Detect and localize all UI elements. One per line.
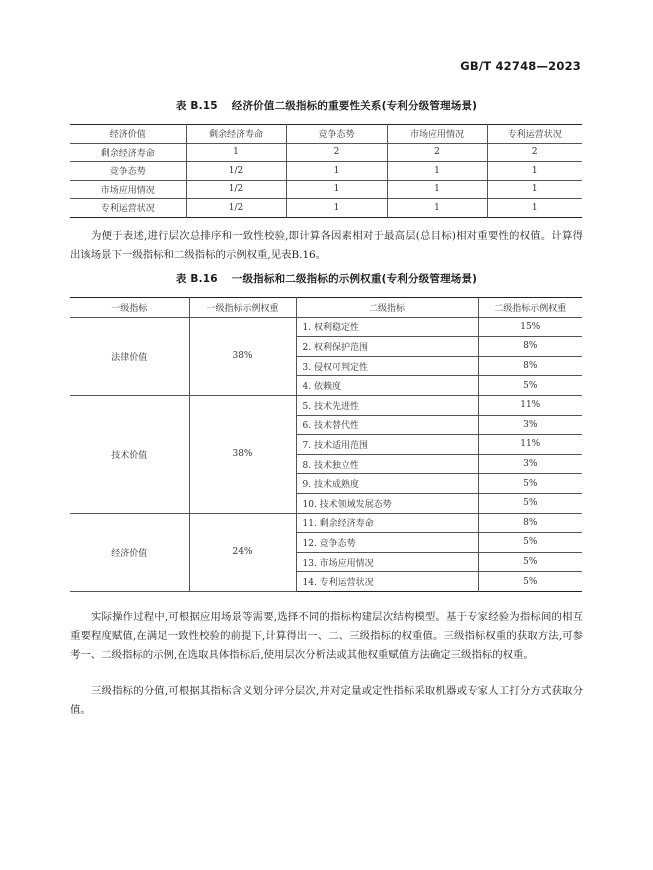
table-b15-header-cell: 经济价值 [70,125,186,144]
primary-weight-cell: 24% [189,513,296,591]
table-cell: 2 [286,143,387,162]
secondary-weight-cell: 5% [478,572,582,592]
secondary-weight-cell: 8% [478,356,582,376]
table-cell: 2 [387,143,487,162]
table-cell: 1 [487,162,582,181]
primary-indicator-cell: 技术价值 [70,395,189,513]
paragraph-weights-intro: 为便于表述,进行层次总排序和一致性校验,即计算各因素相对于最高层(总目标)相对重要性的权值。计算得出该场景下一级指标和二级指标的示例权重,见表B.16。 [70,230,583,262]
secondary-weight-cell: 5% [478,376,582,396]
table-row [70,143,582,162]
table-b15-caption [0,98,653,113]
table-cell: 1/2 [186,199,286,218]
table-cell: 1 [387,162,487,181]
table-row [70,317,582,337]
table-b16 [70,297,582,592]
secondary-weight-cell: 5% [478,533,582,553]
table-cell: 1/2 [186,180,286,199]
secondary-indicator-cell: 8. 技术独立性 [296,454,478,474]
table-b16-header-cell: 二级指标 [296,298,478,318]
secondary-indicator-cell: 3. 侵权可判定性 [296,356,478,376]
secondary-weight-cell: 3% [478,454,582,474]
secondary-weight-cell: 3% [478,415,582,435]
secondary-weight-cell: 5% [478,552,582,572]
secondary-indicator-cell: 11. 剩余经济寿命 [296,513,478,533]
table-b15-header-cell: 剩余经济寿命 [186,125,286,144]
secondary-weight-cell: 8% [478,513,582,533]
secondary-indicator-cell: 14. 专利运营状况 [296,572,478,592]
table-b16-title: 一级指标和二级指标的示例权重(专利分级管理场景) [231,273,478,285]
table-b16-header-row [70,298,582,318]
secondary-indicator-cell: 6. 技术替代性 [296,415,478,435]
table-cell: 1 [487,199,582,218]
table-row [70,180,582,199]
table-b15-title: 经济价值二级指标的重要性关系(专利分级管理场景) [231,100,478,112]
secondary-indicator-cell: 7. 技术适用范围 [296,435,478,455]
table-cell: 市场应用情况 [70,180,186,199]
table-cell: 1 [186,143,286,162]
table-b15-header-cell: 竞争态势 [286,125,387,144]
primary-weight-cell: 38% [189,317,296,395]
table-b16-header-cell: 一级指标示例权重 [189,298,296,318]
secondary-weight-cell: 15% [478,317,582,337]
table-cell: 1 [487,180,582,199]
table-row [70,395,582,415]
secondary-indicator-cell: 10. 技术领域发展态势 [296,493,478,513]
table-b16-header-cell: 一级指标 [70,298,189,318]
table-cell: 1 [286,162,387,181]
table-b15-number: 表 B.15 [175,100,218,112]
secondary-indicator-cell: 13. 市场应用情况 [296,552,478,572]
table-b15-header-row [70,125,582,144]
table-b16-header-cell: 二级指标示例权重 [478,298,582,318]
secondary-weight-cell: 5% [478,493,582,513]
secondary-indicator-cell: 1. 权利稳定性 [296,317,478,337]
secondary-weight-cell: 5% [478,474,582,494]
table-cell: 2 [487,143,582,162]
table-cell: 专利运营状况 [70,199,186,218]
table-row [70,199,582,218]
table-b16-caption [0,271,653,286]
secondary-indicator-cell: 2. 权利保护范围 [296,337,478,357]
primary-weight-cell: 38% [189,395,296,513]
table-cell: 1/2 [186,162,286,181]
table-cell: 1 [286,180,387,199]
secondary-indicator-cell: 9. 技术成熟度 [296,474,478,494]
table-b15-header-cell: 专利运营状况 [487,125,582,144]
table-b16-number: 表 B.16 [175,273,218,285]
table-b15-header-cell: 市场应用情况 [387,125,487,144]
primary-indicator-cell: 法律价值 [70,317,189,395]
secondary-indicator-cell: 5. 技术先进性 [296,395,478,415]
secondary-weight-cell: 8% [478,337,582,357]
secondary-indicator-cell: 12. 竞争态势 [296,533,478,553]
secondary-indicator-cell: 4. 依赖度 [296,376,478,396]
primary-indicator-cell: 经济价值 [70,513,189,591]
table-cell: 1 [387,180,487,199]
paragraph-scoring-notes: 三级指标的分值,可根据其指标含义划分评分层次,并对定量或定性指标采取机器或专家人工打分方式获取分值。 [70,685,583,717]
standard-code: GB/T 42748—2023 [460,59,581,73]
table-cell: 竞争态势 [70,162,186,181]
secondary-weight-cell: 11% [478,435,582,455]
table-cell: 1 [387,199,487,218]
paragraph-practice-notes: 实际操作过程中,可根据应用场景等需要,选择不同的指标构建层次结构模型。基于专家经验为指标间的相互重要程度赋值,在满足一致性校验的前提下,计算得出一、二、三级指标的权重值。三级指标权重的获取方法,可参考一、二级指标的示例,在选取具体指标后,使用层次分析法或其他权重赋值方法确定三级指标的权重。 [70,611,583,662]
table-cell: 剩余经济寿命 [70,143,186,162]
secondary-weight-cell: 11% [478,395,582,415]
table-row [70,162,582,181]
table-cell: 1 [286,199,387,218]
table-b15 [70,124,582,218]
table-row [70,513,582,533]
